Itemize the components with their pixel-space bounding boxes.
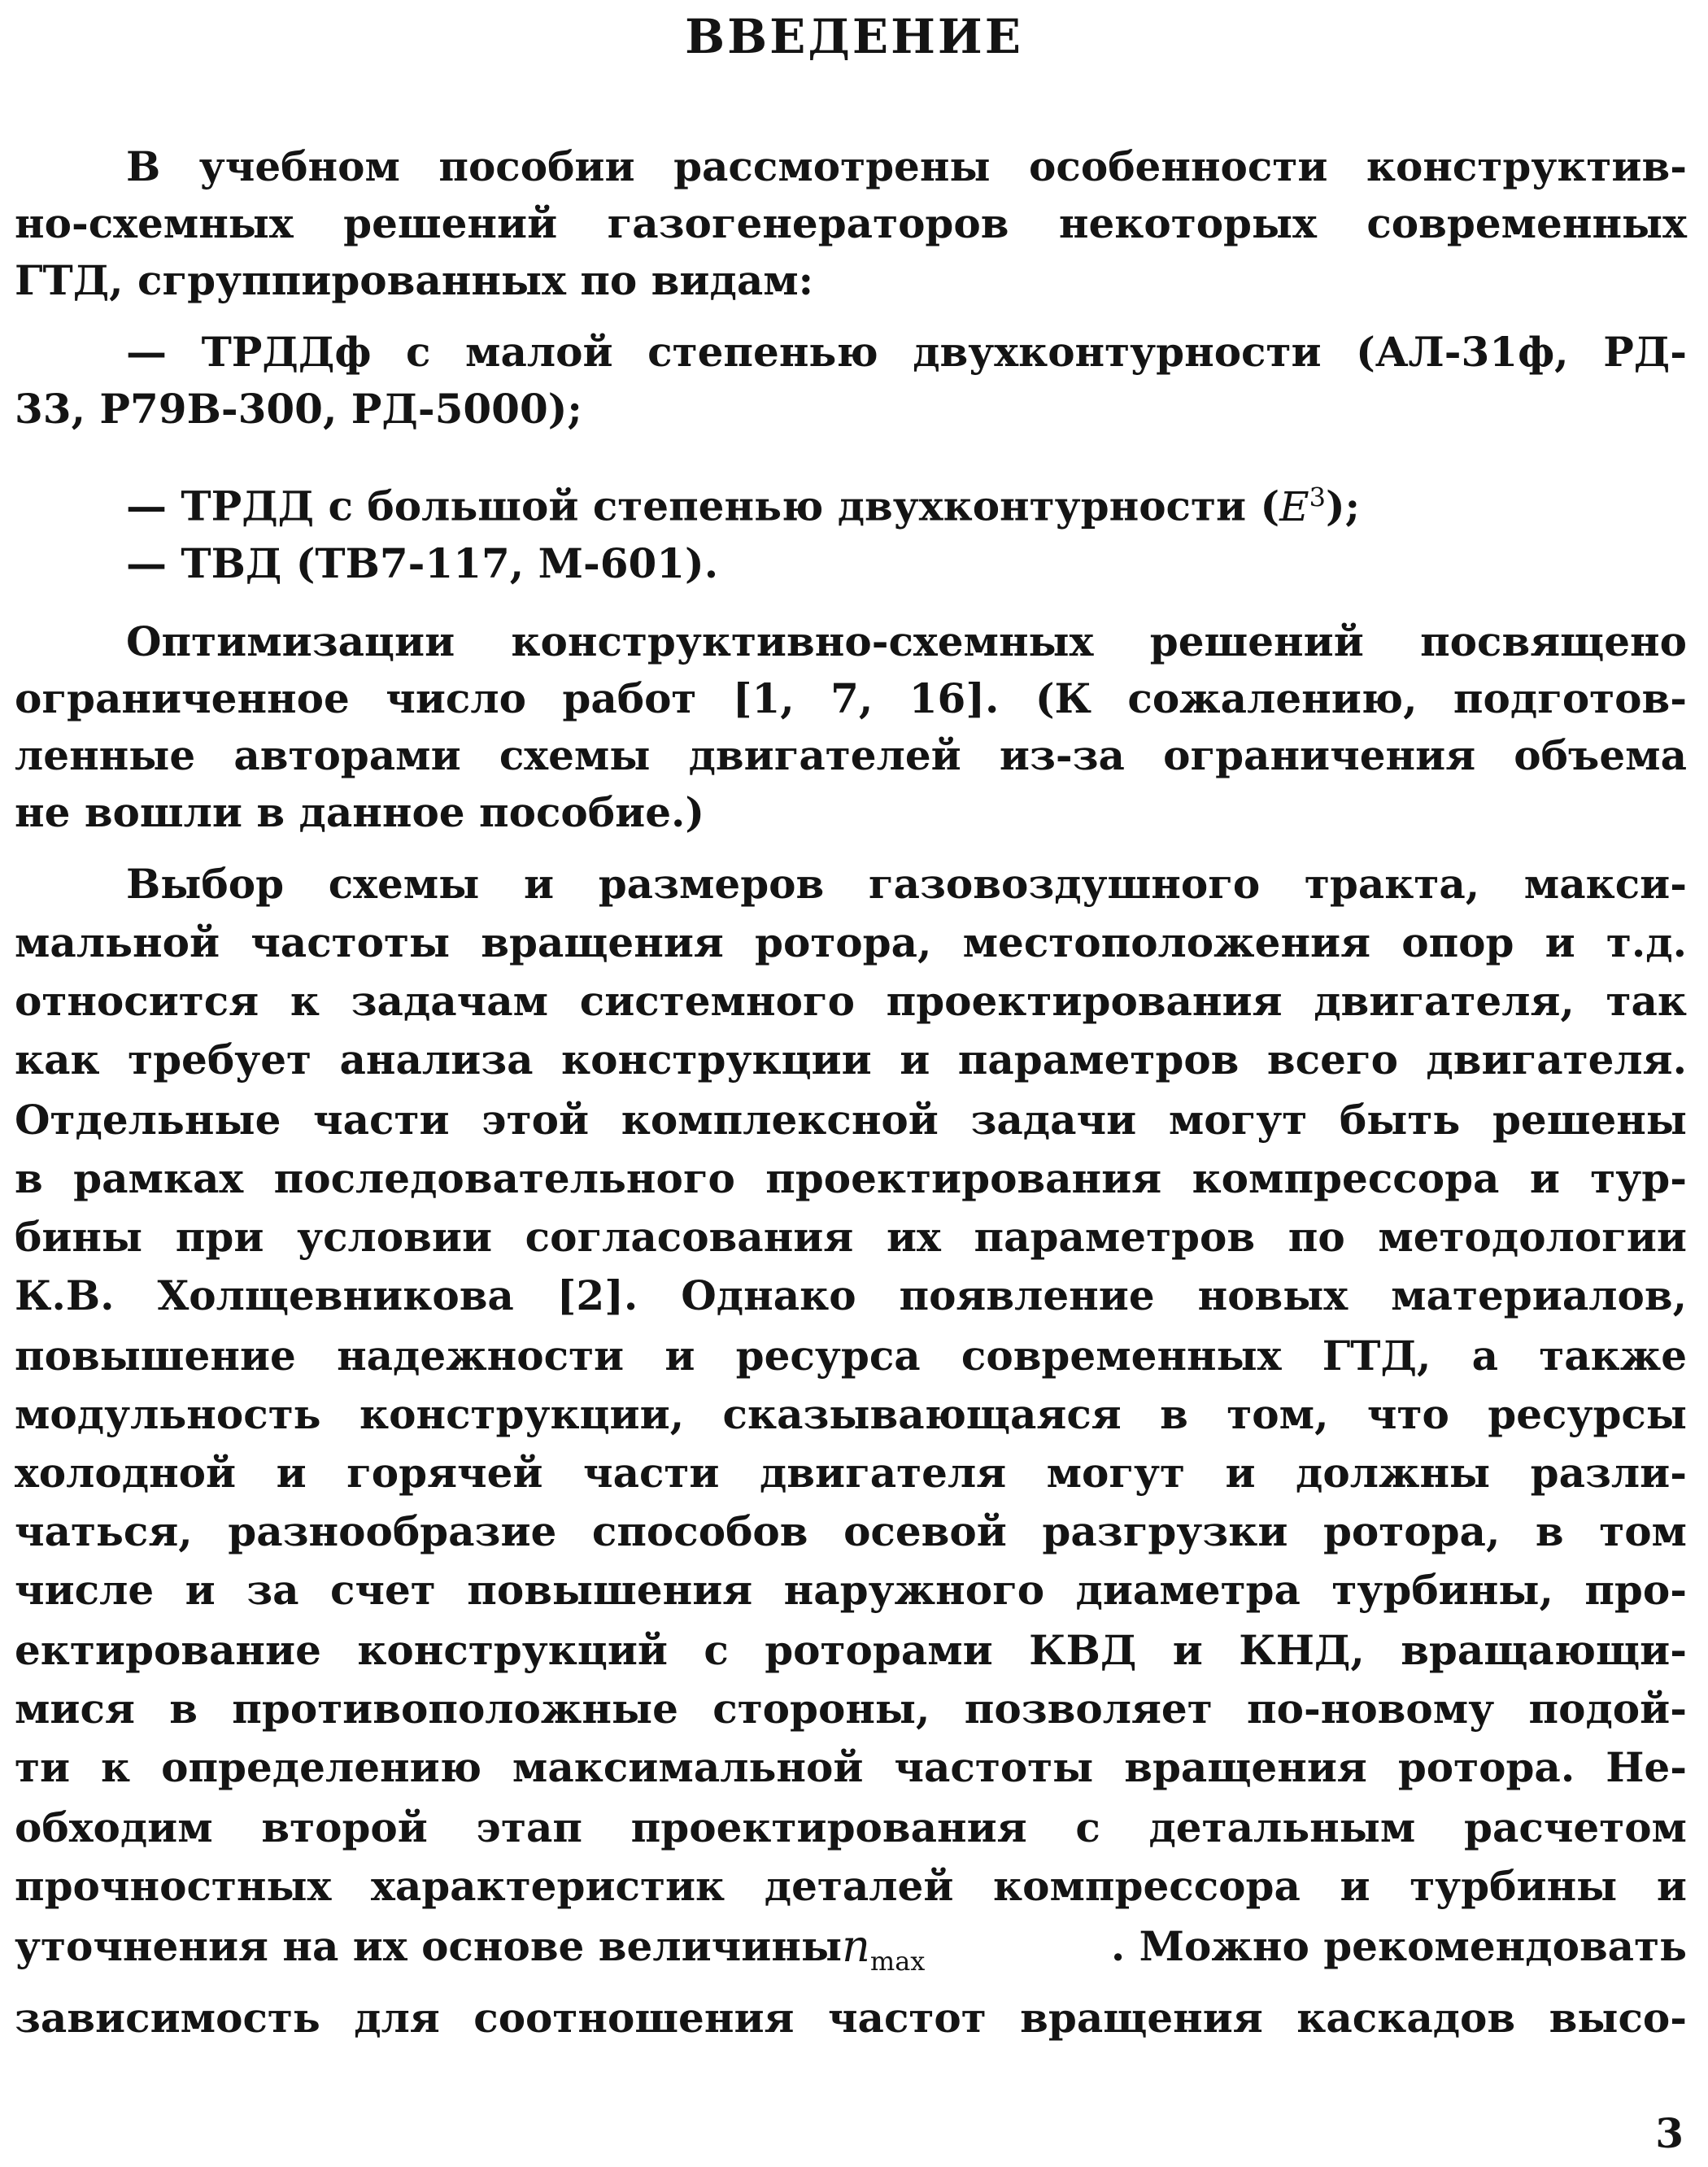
text-line: мальной частоты вращения ротора, местоположения опор и т.д. [15, 918, 1687, 966]
text-line: повышение надежности и ресурса современных ГТД, а также [15, 1332, 1687, 1380]
text-line: зависимость для соотношения частот вращения каскадов высо- [15, 1994, 1687, 2042]
text-line: бины при условии согласования их параметров по методологии [15, 1213, 1687, 1261]
text-line: мися в противоположные стороны, позволяет по-новому подой- [15, 1685, 1687, 1733]
page-title: ВВЕДЕНИЕ [685, 9, 1023, 64]
text-line: ГТД, сгруппированных по видам: [15, 256, 814, 304]
text-line: но-схемных решений газогенераторов некоторых современных [15, 199, 1687, 247]
text-line: прочностных характеристик деталей компрессора и турбины и [15, 1862, 1687, 1910]
text-line: Выбор схемы и размеров газовоздушного тракта, макси- [126, 860, 1687, 908]
text-line: как требует анализа конструкции и параметров всего двигателя. [15, 1036, 1687, 1084]
text-line: холодной и горячей части двигателя могут и должны разли- [15, 1449, 1687, 1497]
text-line: относится к задачам системного проектирования двигателя, так [15, 977, 1687, 1025]
text-line: К.В. Холщевникова [2]. Однако появление новых материалов, [15, 1271, 1687, 1319]
formula-e-cubed: $E^3$ [1279, 482, 1326, 530]
formula-n-max: $n_{max}$ . Можно рекомендовать [842, 1921, 1687, 1977]
text-line: ограниченное число работ [1, 7, 16]. (К сожалению, подготов- [15, 674, 1687, 722]
text-line: чаться, разнообразие способов осевой разгрузки ротора, в том [15, 1507, 1687, 1555]
text-line-formula [15, 1918, 1687, 1975]
text-line: ектирование конструкций с роторами КВД и КНД, вращающи- [15, 1626, 1687, 1674]
text-line: ленные авторами схемы двигателей из-за ограничения объема [15, 731, 1687, 779]
text-line: В учебном пособии рассмотрены особенности конструктив- [126, 142, 1687, 190]
text-line: не вошли в данное пособие.) [15, 788, 705, 836]
text-fragment: уточнения на их основе величины [15, 1922, 843, 1970]
text-line: в рамках последовательного проектирования компрессора и тур- [15, 1154, 1687, 1202]
text-line: Отдельные части этой комплексной задачи могут быть решены [15, 1096, 1687, 1144]
text-line: обходим второй этап проектирования с детальным расчетом [15, 1803, 1687, 1851]
page-number: 3 [1655, 2109, 1684, 2157]
text-line: ти к определению максимальной частоты вращения ротора. Не- [15, 1743, 1687, 1791]
text-line: числе и за счет повышения наружного диаметра турбины, про- [15, 1566, 1687, 1614]
text-line: — ТРДДф с малой степенью двухконтурности (АЛ-31ф, РД- [126, 328, 1687, 376]
text-line: Оптимизации конструктивно-схемных решений посвящено [126, 617, 1687, 665]
text-line: модульность конструкции, сказывающаяся в том, что ресурсы [15, 1390, 1687, 1438]
text-fragment: — ТРДД с большой степенью двухконтурности ( [126, 482, 1280, 530]
text-line: 33, Р79В-300, РД-5000); [15, 385, 582, 433]
text-line: — ТВД (ТВ7-117, М-601). [126, 539, 719, 587]
text-line-formula: — ТРДД с большой степенью двухконтурности $(E^3)$; [126, 482, 1361, 530]
